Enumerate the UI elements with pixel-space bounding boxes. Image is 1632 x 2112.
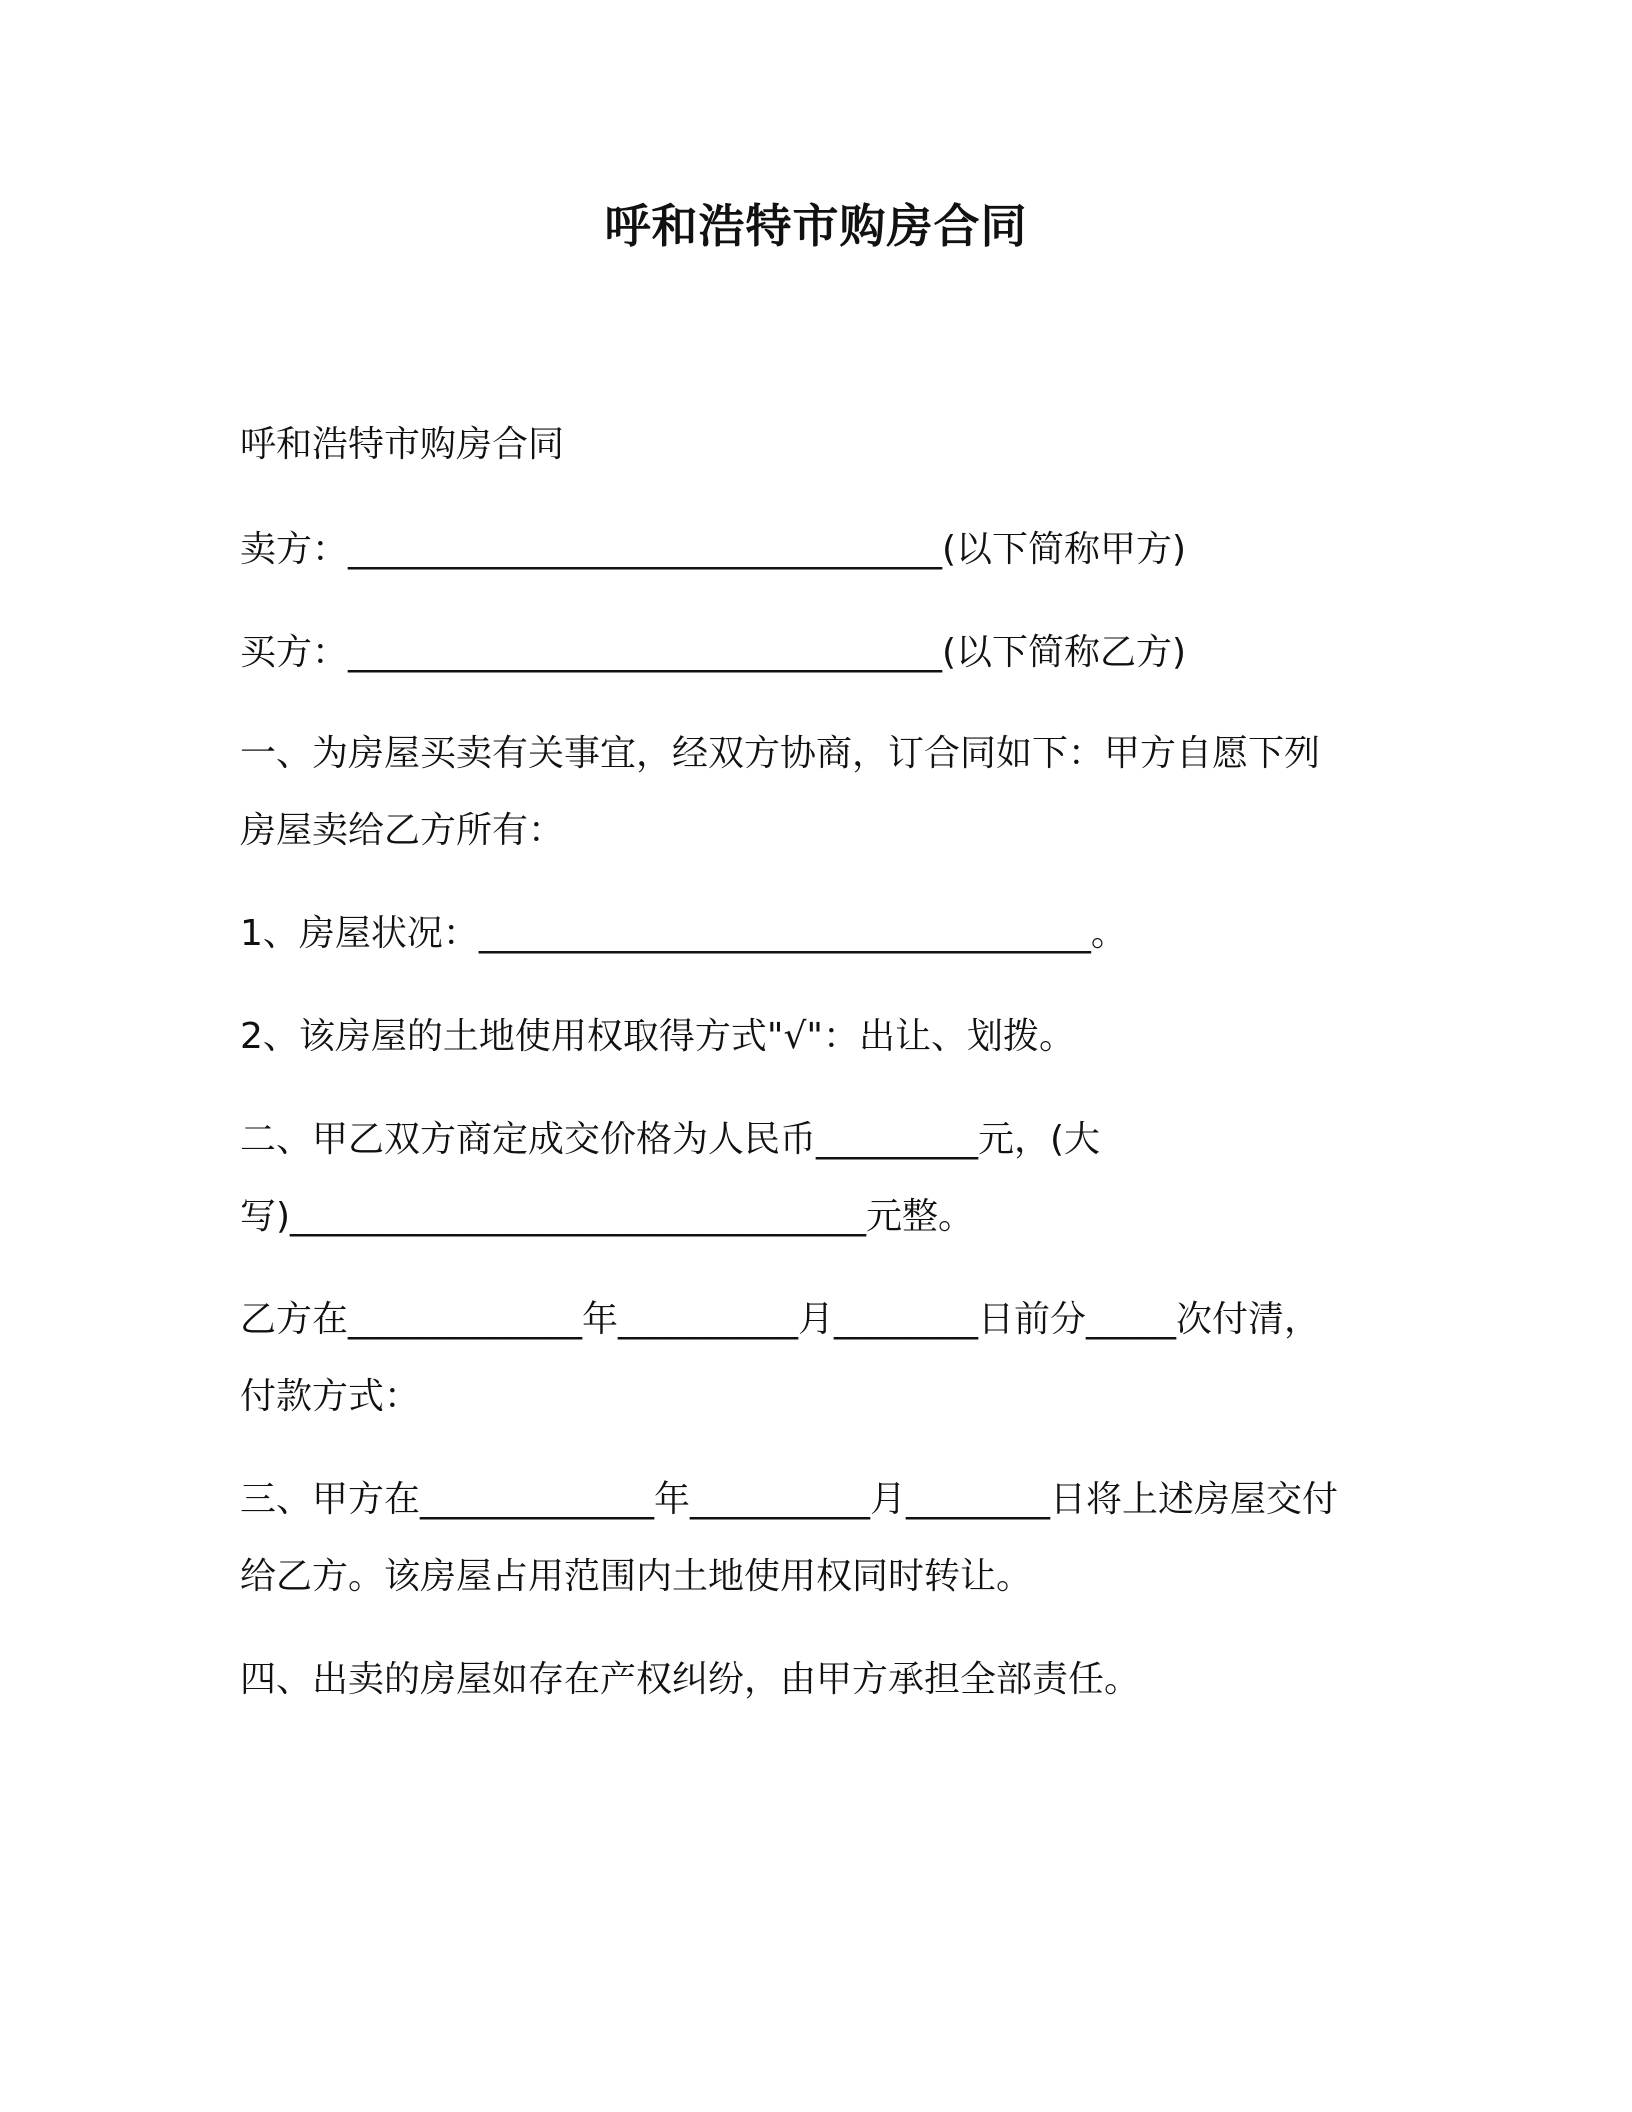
clause-1-line-2: 房屋卖给乙方所有：	[240, 810, 565, 851]
buyer-line: 买方：_________________________________(以下简称乙方)	[240, 632, 1187, 673]
clause-4-line: 四、出卖的房屋如存在产权纠纷，由甲方承担全部责任。	[240, 1659, 1141, 1700]
house-status-line: 1、房屋状况：__________________________________。	[240, 913, 1127, 954]
seller-line: 卖方：_________________________________(以下简称甲方)	[240, 529, 1187, 570]
clause-3-line-1: 三、甲方在_____________年__________月________日将上述房屋交付	[240, 1479, 1339, 1520]
subtitle-line: 呼和浩特市购房合同	[240, 424, 565, 465]
document-title: 呼和浩特市购房合同	[604, 199, 1028, 253]
price-line-1: 二、甲乙双方商定成交价格为人民币_________元，(大	[240, 1119, 1101, 1160]
payment-line-2: 付款方式：	[240, 1376, 421, 1417]
clause-3-line-2: 给乙方。该房屋占用范围内土地使用权同时转让。	[240, 1556, 1033, 1597]
payment-line-1: 乙方在_____________年__________月________日前分_____次付清，	[240, 1299, 1321, 1340]
price-line-2: 写)________________________________元整。	[240, 1196, 975, 1237]
land-use-line: 2、该房屋的土地使用权取得方式"√"：出让、划拨。	[240, 1016, 1075, 1057]
clause-1-line-1: 一、为房屋买卖有关事宜，经双方协商，订合同如下：甲方自愿下列	[240, 733, 1321, 774]
